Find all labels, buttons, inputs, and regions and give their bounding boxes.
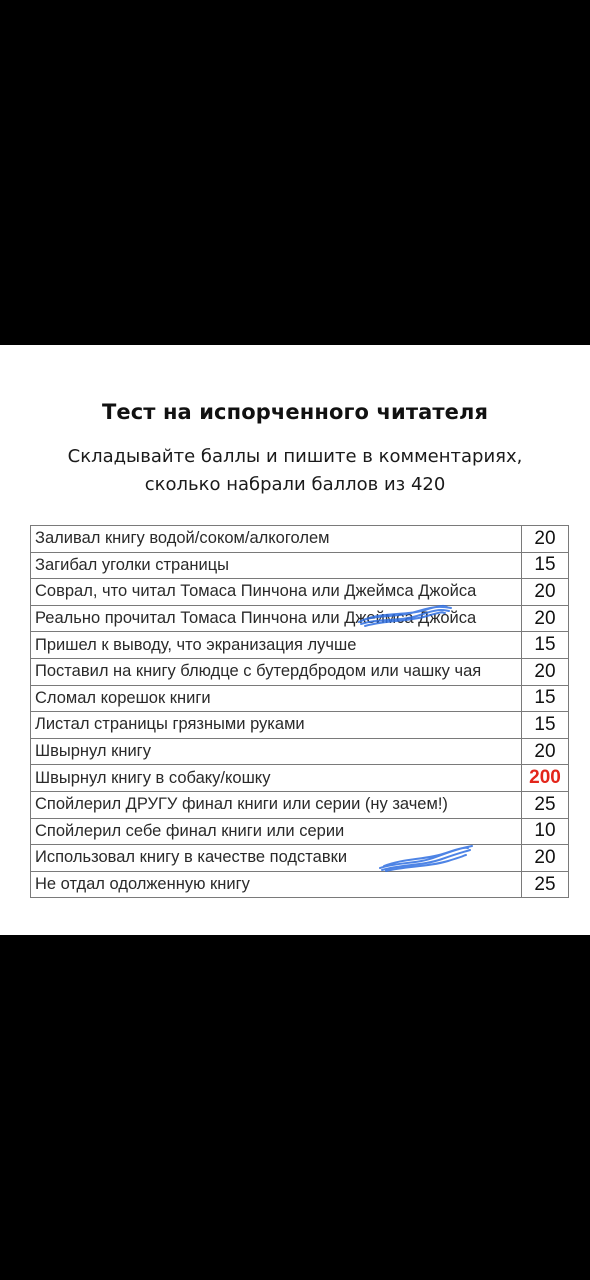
- table-row: [31, 552, 569, 579]
- row-item: Соврал, что читал Томаса Пинчона или Джеймса Джойса: [31, 579, 522, 606]
- row-item: Швырнул книгу: [31, 738, 522, 765]
- row-item: Заливал книгу водой/соком/алкоголем: [31, 526, 522, 553]
- table-row: [31, 871, 569, 898]
- row-points: 25: [522, 871, 569, 898]
- table-row: [31, 818, 569, 845]
- table-row: [31, 632, 569, 659]
- row-item: Спойлерил себе финал книги или серии: [31, 818, 522, 845]
- row-item: Не отдал одолженную книгу: [31, 871, 522, 898]
- row-item: Сломал корешок книги: [31, 685, 522, 712]
- row-points: 20: [522, 738, 569, 765]
- row-points: 15: [522, 552, 569, 579]
- quiz-card: [0, 345, 590, 935]
- table-row: [31, 738, 569, 765]
- table-row: [31, 712, 569, 739]
- row-points: 25: [522, 791, 569, 818]
- row-item: Спойлерил ДРУГУ финал книги или серии (ну зачем!): [31, 791, 522, 818]
- table-row: [31, 845, 569, 872]
- row-points: 15: [522, 632, 569, 659]
- row-item: Загибал уголки страницы: [31, 552, 522, 579]
- table-row: [31, 605, 569, 632]
- row-item: Листал страницы грязными руками: [31, 712, 522, 739]
- row-points: 15: [522, 685, 569, 712]
- row-points: 20: [522, 845, 569, 872]
- row-points-highlight: 200: [522, 765, 569, 792]
- page-title: Тест на испорченного читателя: [101, 400, 489, 424]
- row-points: 20: [522, 526, 569, 553]
- score-table: [30, 525, 569, 898]
- row-item: Пришел к выводу, что экранизация лучше: [31, 632, 522, 659]
- row-item: Использовал книгу в качестве подставки: [31, 845, 522, 872]
- row-points: 20: [522, 605, 569, 632]
- row-points: 10: [522, 818, 569, 845]
- table-row: [31, 526, 569, 553]
- row-points: 20: [522, 658, 569, 685]
- table-row: [31, 658, 569, 685]
- row-item: Поставил на книгу блюдце с бутердбродом или чашку чая: [31, 658, 522, 685]
- table-row: [31, 685, 569, 712]
- table-row: [31, 791, 569, 818]
- row-points: 20: [522, 579, 569, 606]
- row-points: 15: [522, 712, 569, 739]
- table-row: [31, 579, 569, 606]
- table-row: [31, 765, 569, 792]
- row-item: Швырнул книгу в собаку/кошку: [31, 765, 522, 792]
- row-item: Реально прочитал Томаса Пинчона или Джеймса Джойса: [31, 605, 522, 632]
- page-subtitle: Складывайте баллы и пишите в комментариях, сколько набрали баллов из 420: [67, 446, 523, 495]
